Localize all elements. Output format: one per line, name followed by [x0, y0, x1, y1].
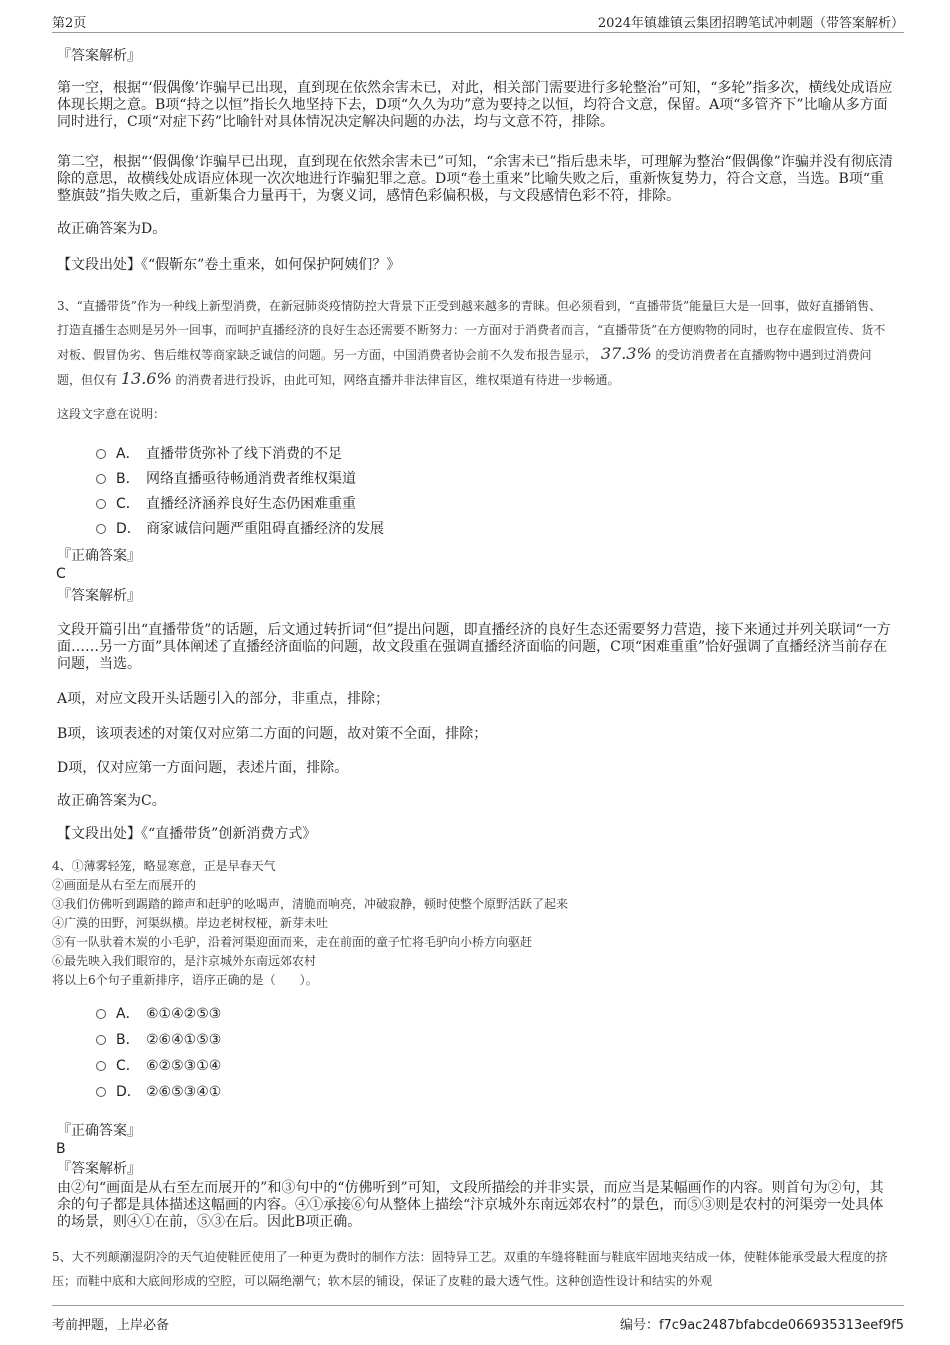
option-text: 网络直播亟待畅通消费者维权渠道 [146, 471, 356, 487]
option-label: A． [116, 446, 140, 462]
radio-icon[interactable] [96, 1009, 106, 1019]
q3-analysis-a: A项，对应文段开头话题引入的部分，非重点，排除； [57, 691, 390, 707]
q3-answer-heading: 『正确答案』 [57, 548, 141, 564]
q4-stem-line: ⑥最先映入我们眼帘的，是汴京城外东南远郊农村 [52, 954, 317, 968]
q4-answer-heading: 『正确答案』 [57, 1123, 141, 1139]
option-text: ⑥①④②⑤③ [146, 1006, 222, 1022]
q4-option-d[interactable] [96, 1081, 221, 1103]
q3-option-c[interactable] [96, 493, 356, 515]
q4-analysis: 由②句“画面是从右至左而展开的”和③句中的“仿佛听到”可知，文段所描绘的并非实景，而应当是某幅画作的内容。则首句为②句，其余的句子都是具体描述这幅画的内容。④①承接⑥句从整体上描绘“汴京城外东南远郊农村”的景色，而⑤③则是农村的河渠旁一处具体的场景，则④①在前，⑤③在后。因此B项正确。 [57, 1180, 884, 1230]
q4-stem-line: ④广漠的田野，河渠纵横。岸边老树杈桠，新芽未吐 [52, 916, 329, 930]
q3-source: 【文段出处】《“直播带货”创新消费方式》 [57, 826, 317, 842]
q4-stem-line: ②画面是从右至左而展开的 [52, 878, 197, 892]
q3-stem-part1: 3、“直播带货”作为一种线上新型消费，在新冠肺炎疫情防控大背景下正受到越来越多的青睐。但必须看到，“直播带货”能量巨大是一回事，做好直播销售、打造直播生态则是另外一回事，而呵护直播经济的良好生态还需要不断努力：一方面对于消费者而言，“直播带货”在方便购物的同时，也存在虚假宣传、货不对板、假冒伪劣、售后维权等商家缺乏诚信的问题。另一方面，中国消费者协会前不久发布报告显示， [57, 299, 886, 362]
radio-icon[interactable] [96, 499, 106, 509]
q4-stem-line: ⑤有一队驮着木炭的小毛驴，沿着河渠迎面而来，走在前面的童子忙将毛驴向小桥方向驱赶 [52, 935, 533, 949]
q3-percent-1: 37.3% [600, 344, 652, 363]
q3-conclusion: 故正确答案为C。 [57, 793, 166, 809]
radio-icon[interactable] [96, 449, 106, 459]
option-text: 直播带货弥补了线下消费的不足 [146, 446, 342, 462]
option-text: ②⑥④①⑤③ [146, 1032, 222, 1048]
q3-option-a[interactable] [96, 443, 342, 465]
option-label: D． [116, 1084, 141, 1100]
option-label: B． [116, 471, 140, 487]
q2-source: 【文段出处】《“假靳东”卷土重来，如何保护阿姨们？》 [57, 257, 401, 273]
q2-conclusion: 故正确答案为D。 [57, 221, 167, 237]
q4-option-b[interactable] [96, 1029, 221, 1051]
option-label: C． [116, 496, 140, 512]
q4-option-a[interactable] [96, 1003, 221, 1025]
q4-option-c[interactable] [96, 1055, 221, 1077]
document-title: 2024年镇雄镇云集团招聘笔试冲刺题（带答案解析） [597, 16, 904, 31]
option-label: B． [116, 1032, 140, 1048]
q3-stem [57, 294, 893, 392]
q3-stem-part2: 的受访消费者在直播购物中遇到过消费问题，但仅有 [57, 348, 872, 387]
footer-slogan: 考前押题，上岸必备 [52, 1318, 170, 1333]
q4-answer: B [56, 1141, 66, 1157]
q3-option-d[interactable] [96, 518, 384, 540]
q5-stem: 5、大不列颠潮湿阴冷的天气迫使鞋匠使用了一种更为费时的制作方法：固特异工艺。双重的车缝将鞋面与鞋底牢固地夹结成一体，使鞋体能承受最大程度的挤压；而鞋中底和大底间形成的空腔，可以隔绝潮气；软木层的铺设，保证了皮鞋的最大透气性。这种创造性设计和结实的外观 [52, 1250, 888, 1288]
option-label: A． [116, 1006, 140, 1022]
q3-percent-2: 13.6% [120, 369, 172, 388]
q3-analysis-b: B项，该项表述的对策仅对应第二方面的问题，故对策不全面，排除； [57, 726, 488, 742]
q2-analysis-para1: 第一空，根据“‘假偶像’诈骗早已出现，直到现在依然余害未已，对此，相关部门需要进行多轮整治”可知，“多轮”指多次，横线处成语应体现长期之意。B项“持之以恒”指长久地坚持下去，D项“久久为功”意为要持之以恒，均符合文意，保留。A项“多管齐下”比喻从多方面同时进行，C项“对症下药”比喻针对具体情况决定解决问题的办法，均与文意不符，排除。 [57, 80, 893, 130]
q4-stem-line: ③我们仿佛听到踢踏的蹄声和赶驴的吆喝声，清脆而响亮，冲破寂静，顿时使整个原野活跃了起来 [52, 897, 569, 911]
q3-answer: C [56, 566, 66, 582]
option-label: C． [116, 1058, 140, 1074]
q3-analysis-heading: 『答案解析』 [57, 588, 141, 604]
q4-stem-line: 将以上6个句子重新排序，语序正确的是（ ）。 [52, 973, 318, 987]
q3-stem-part3: 的消费者进行投诉，由此可知，网络直播并非法律盲区，维权渠道有待进一步畅通。 [175, 373, 620, 387]
option-text: ②⑥⑤③④① [146, 1084, 222, 1100]
q2-analysis-heading: 『答案解析』 [57, 48, 141, 64]
q2-analysis-para2: 第二空，根据“‘假偶像’诈骗早已出现，直到现在依然余害未已”可知，“余害未已”指后患未毕，可理解为整治“假偶像”诈骗并没有彻底清除的意思，故横线处成语应体现一次次地进行诈骗犯罪之意。D项“卷土重来”比喻失败之后，重新恢复势力，符合文意，当选。B项“重整旗鼓”指失败之后，重新集合力量再干，为褒义词，感情色彩偏积极，与文段感情色彩不符，排除。 [57, 154, 893, 204]
radio-icon[interactable] [96, 474, 106, 484]
q4-stem-line: 4、①薄雾轻笼，略显寒意，正是早春天气 [52, 859, 276, 873]
radio-icon[interactable] [96, 1035, 106, 1045]
radio-icon[interactable] [96, 1061, 106, 1071]
q3-option-b[interactable] [96, 468, 356, 490]
q3-analysis-para1: 文段开篇引出“直播带货”的话题，后文通过转折词“但”提出问题，即直播经济的良好生态还需要努力营造，接下来通过并列关联词“一方面……另一方面”具体阐述了直播经济面临的问题，故文段重在强调直播经济面临的问题，C项“困难重重”恰好强调了直播经济当前存在问题，当选。 [57, 622, 891, 672]
radio-icon[interactable] [96, 524, 106, 534]
page-number: 第2页 [52, 16, 87, 31]
q4-analysis-heading: 『答案解析』 [57, 1161, 141, 1177]
page-header [52, 0, 904, 33]
q3-analysis-d: D项，仅对应第一方面问题，表述片面，排除。 [57, 760, 349, 776]
document-code: 编号：f7c9ac2487bfabcde066935313eef9f5 [619, 1318, 904, 1333]
page-footer [52, 1305, 904, 1336]
q3-question: 这段文字意在说明： [57, 407, 166, 421]
option-text: 直播经济涵养良好生态仍困难重重 [146, 496, 356, 512]
radio-icon[interactable] [96, 1087, 106, 1097]
option-text: ⑥②⑤③①④ [146, 1058, 222, 1074]
option-text: 商家诚信问题严重阻碍直播经济的发展 [146, 521, 384, 537]
q4-stem [52, 857, 888, 990]
option-label: D． [116, 521, 141, 537]
